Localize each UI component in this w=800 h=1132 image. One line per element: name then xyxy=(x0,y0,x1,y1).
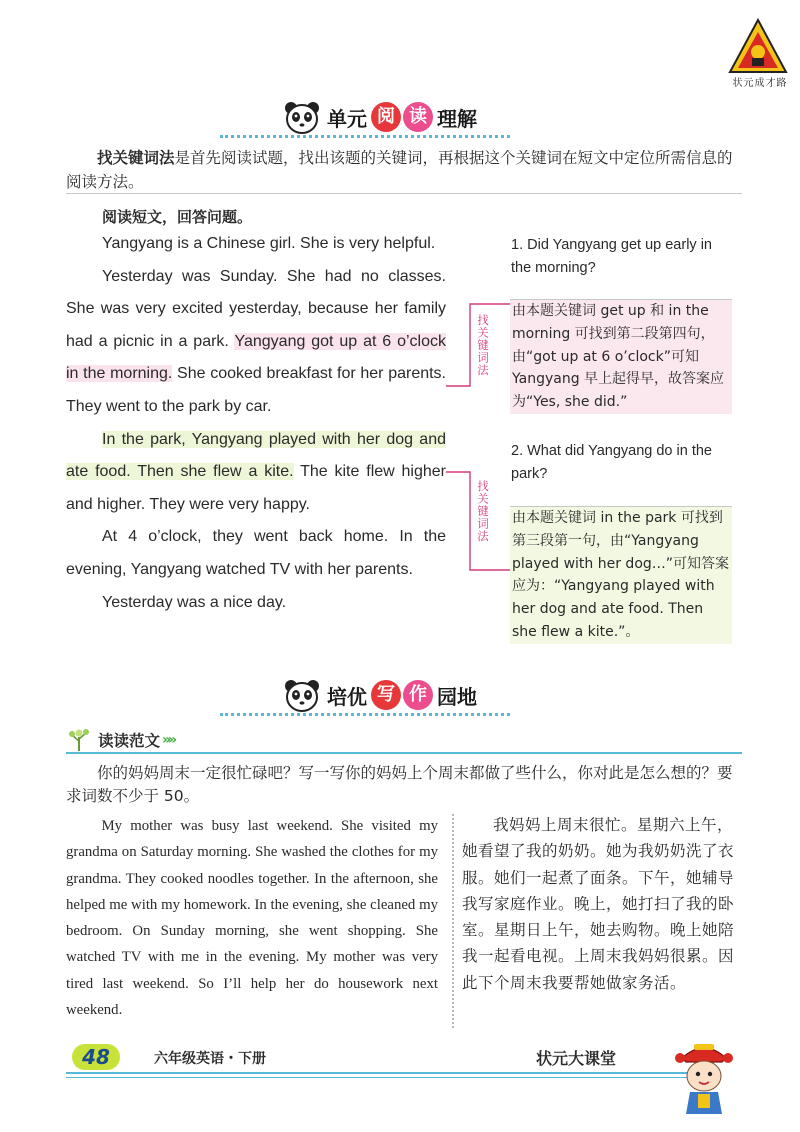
reading-passage xyxy=(66,228,446,619)
question-1: 1. Did Yangyang get up early in the morning? xyxy=(511,237,712,276)
section-title-prefix: 单元 xyxy=(327,106,367,131)
tree-icon xyxy=(66,727,92,753)
section-title xyxy=(324,102,480,132)
dotted-divider xyxy=(220,713,510,716)
passage-p2-text-a: Yesterday was Sunday. She had no classes. She was very excited yesterday, because her family had a picnic in a park. xyxy=(66,267,446,350)
passage-p3-text-b: The kite flew higher and higher. They were very happy. xyxy=(66,463,447,513)
method-keyword: 找关键词法 xyxy=(97,149,175,167)
passage-paragraph-2 xyxy=(66,261,446,424)
section-title-highlight-2: 读 xyxy=(403,102,433,132)
essay-column-divider xyxy=(452,814,454,1028)
method-intro xyxy=(66,146,742,194)
answer-explanation-1: 由本题关键词 get up 和 in the morning 可找到第二段第四句，由“got up at 6 o’clock”可知 Yangyang 早上起得早，故答案应为“Yes, she did.” xyxy=(510,299,732,414)
section-title-highlight-1: 阅 xyxy=(371,102,401,132)
sample-essay-chinese: 我妈妈上周末很忙。星期六上午，她看望了我的奶奶。她为我奶奶洗了衣服。她们一起煮了面条。下午，她辅导我写家庭作业。晚上，她打扫了我的卧室。星期日上午，她去购物。晚上她陪我一起看电视。上周末我妈妈很累。因此下个周末我要帮她做家务活。 xyxy=(462,816,735,992)
logo-triangle-icon xyxy=(728,18,788,74)
sample-essay-label: 读读范文 xyxy=(98,732,161,750)
footer-rule-thin xyxy=(66,1077,698,1078)
keyword-tag-2: 找关键词法 xyxy=(476,480,490,543)
sample-essay-tag xyxy=(66,726,174,754)
intro-underline xyxy=(66,193,742,194)
passage-paragraph-3 xyxy=(66,424,446,522)
footer-rule xyxy=(66,1072,698,1074)
method-description: 是首先阅读试题，找出该题的关键词，再根据这个关键词在短文中定位所需信息的阅读方法。 xyxy=(66,149,733,191)
section-title-suffix: 园地 xyxy=(437,684,477,709)
passage-p2-key-sentence: Yangyang got up at 6 o’clock in the morning. xyxy=(66,332,446,383)
panda-icon xyxy=(282,100,322,136)
logo-text: 状元成才路 xyxy=(732,78,788,89)
page-number: 48 xyxy=(72,1044,120,1070)
sample-essay-underline xyxy=(66,752,742,754)
book-title: 六年级英语・下册 xyxy=(154,1051,266,1067)
dotted-divider xyxy=(220,135,510,138)
question-2: 2. What did Yangyang do in the park? xyxy=(511,443,712,482)
double-chevron-icon: »» xyxy=(162,732,175,748)
passage-p3-key-sentence: In the park, Yangyang played with her dog and ate food. Then she flew a kite. xyxy=(66,430,446,481)
section-header-reading xyxy=(220,100,510,140)
sample-essay-english: My mother was busy last weekend. She visited my grandma on Saturday morning. She washed the clothes for my grandma. They cooked noodles together. In the afternoon, she helped me with my homework. In the evening, she cleaned my bedroom. On Sunday morning, she went shopping. She watched TV with me in the evening. My mother was very tired last weekend. So I’ll help her do housework next weekend. xyxy=(66,818,438,1019)
section-header-writing xyxy=(220,678,510,718)
section-title xyxy=(324,680,480,710)
passage-paragraph-4: At 4 o’clock, they went back home. In the evening, Yangyang watched TV with her parents. xyxy=(66,528,446,578)
publisher-logo xyxy=(728,18,788,90)
passage-paragraph-5: Yesterday was a nice day. xyxy=(102,593,287,611)
reading-instruction: 阅读短文，回答问题。 xyxy=(102,208,253,226)
passage-p2-text-b: She cooked breakfast for her parents. They went to the park by car. xyxy=(66,365,446,415)
mascot-character-icon xyxy=(672,1036,736,1116)
brand-name: 状元大课堂 xyxy=(536,1049,617,1068)
section-title-highlight-1: 写 xyxy=(371,680,401,710)
section-title-suffix: 理解 xyxy=(437,106,477,131)
passage-paragraph-1: Yangyang is a Chinese girl. She is very helpful. xyxy=(102,235,436,252)
section-title-prefix: 培优 xyxy=(327,684,367,709)
writing-prompt: 你的妈妈周末一定很忙碌吧？写一写你的妈妈上个周末都做了些什么，你对此是怎么想的？要求词数不少于 50。 xyxy=(66,764,733,805)
keyword-tag-1: 找关键词法 xyxy=(476,314,490,377)
section-title-highlight-2: 作 xyxy=(403,680,433,710)
panda-icon xyxy=(282,678,322,714)
answer-explanation-2: 由本题关键词 in the park 可找到第三段第一句，由“Yangyang played with her dog…”可知答案应为：“Yangyang played with her dog and ate food. Then she flew a kite.”。 xyxy=(510,506,732,644)
